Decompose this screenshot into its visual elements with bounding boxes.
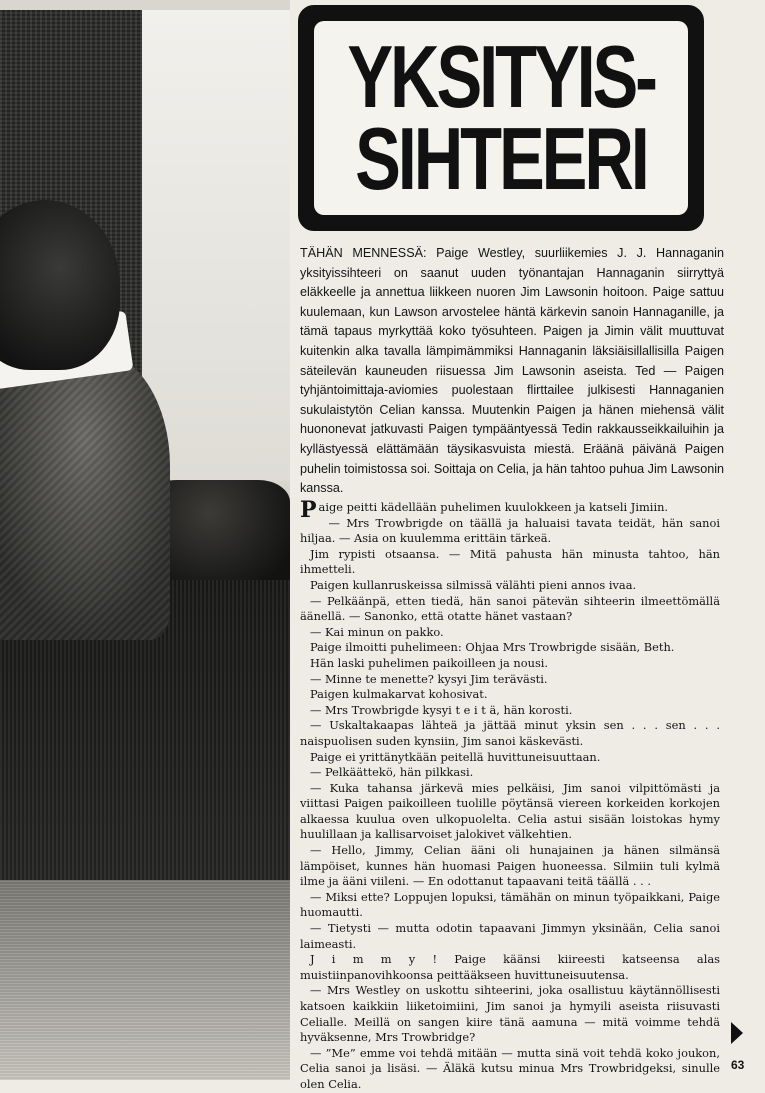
title-inner — [314, 21, 688, 215]
photo-window — [142, 10, 290, 480]
title-box — [298, 5, 704, 231]
paragraph: — Uskaltakaapas lähteä ja jättää minut yksin sen . . . sen . . . naispuolisen suden kynsiin, Jim sanoi käskevästi. — [300, 718, 720, 748]
paragraph: Hän laski puhelimen paikoilleen ja nousi. — [310, 655, 549, 670]
photo-woman-dress — [0, 350, 170, 640]
illustration-photo — [0, 0, 290, 1080]
paragraph: Paige ei yrittänytkään peitellä huvittuneisuuttaan. — [310, 749, 601, 764]
story-summary: TÄHÄN MENNESSÄ: Paige Westley, suurliikemies J. J. Hannaganin yksityissihteeri on saanut uuden työnantajan Hannaganin siirryttyä eläkkeelle ja annettua liikkeen nuoren Jim Lawsonin hoitoon. Paige sattuu kuulemaan, kun Lawson arvostelee häntä kärkevin sanoin Hannaganille, ja tämä tapaus myrkyttää koko työsuhteen. Paigen ja Jimin välit muuttuvat kuitenkin alka tavalla lämpimämmiksi Hannaganin läksiäisillallisilla Paigen säteilevän kauneuden riisuessa Jim Lawsonin aseista. Ted — Paigen tyhjäntoimittaja-aviomies puolestaan flirttailee julkisesti Hannaganien sukulaistytön Celian kanssa. Muutenkin Paigen ja hänen miehensä välit huononevat jatkuvasti Paigen tympääntyessä Tedin rakkausseikkailuihin ja kyllästyessä elättämään täysikasvuista miestä. Eräänä päivänä Paigen puhelin toimistossa soi. Soittaja on Celia, ja hän tahtoo puhua Jim Lawsonin kanssa. — [300, 246, 724, 496]
drop-cap: P — [300, 497, 317, 523]
paragraph: Paige ilmoitti puhelimeen: Ohjaa Mrs Trowbrigde sisään, Beth. — [310, 640, 675, 655]
photo-rug — [0, 880, 290, 1080]
paragraph: — Miksi ette? Loppujen lopuksi, tämähän on minun työpaikkani, Paige huomautti. — [300, 889, 720, 920]
paragraph: — Hello, Jimmy, Celian ääni oli hunajainen ja hänen silmänsä lämpöiset, kunnes hän huomasi Paigen huoneessa. Silmiin tuli kylmä ilme ja ääni viileni. — En odottanut tapaavani teitä täällä . . . — [300, 843, 720, 889]
paragraph: — ”Me” emme voi tehdä mitään — mutta sinä voit tehdä koko joukon, Celia sanoi ja lisäsi. — Äläkä kutsu minua Mrs Trowbridgeksi, sinulle olen Celia. — [300, 1045, 720, 1091]
paragraph: — Tietysti — mutta odotin tapaavani Jimmyn yksinään, Celia sanoi laimeasti. — [300, 921, 720, 951]
paragraph: Jim rypisti otsaansa. — Mitä pahusta hän minusta tahtoo, hän ihmetteli. — [300, 546, 720, 577]
paragraph: Paigen kulmakarvat kohosivat. — [310, 687, 488, 702]
paragraph: — Kai minun on pakko. — [310, 624, 444, 639]
paragraph: Paigen kullanruskeissa silmissä välähti pieni annos ivaa. — [310, 577, 637, 592]
title-line-1: YKSITYIS- — [347, 27, 655, 126]
paragraph: — Mrs Trowbrigde kysyi t e i t ä, hän korosti. — [310, 702, 573, 717]
paragraph: — Pelkäänpä, etten tiedä, hän sanoi pätevän sihteerin ilmeettömällä äänellä. — Sanonko, että otatte hänet vastaan? — [300, 593, 720, 624]
paragraph: — Minne te menette? kysyi Jim terävästi. — [310, 671, 548, 686]
paragraph: — Pelkäättekö, hän pilkkasi. — [310, 765, 474, 780]
paragraph: — Mrs Westley on uskottu sihteerini, joka osallistuu käytännöllisesti katsoen kaikkiin liiketoimiini, Jim sanoi ja hymyili aseista riisuvasti Celialle. Meillä on sangen kiire tänä aamuna — mitä voimme tehdä hyväksenne, Mrs Trowbridge? — [300, 983, 720, 1045]
paragraph: — Mrs Trowbrigde on täällä ja haluaisi tavata teidät, hän sanoi hiljaa. — Asia on kuulemma erittäin tärkeä. — [300, 515, 720, 546]
title-line-2: SIHTEERI — [355, 109, 647, 208]
paragraph: J i m m y ! Paige käänsi kiireesti katseensa alas muistiinpanovihkoonsa peittääkseen huvittuneisuutensa. — [300, 952, 720, 982]
page-number: 63 — [731, 1058, 745, 1072]
continue-triangle-right-icon — [731, 1022, 743, 1044]
paragraph: — Kuka tahansa järkevä mies pelkäisi, Jim sanoi vilpittömästi ja viittasi Paigen paikoilleen tuolille pöytänsä viereen korkeiden korkojen alkaessa kuulua oven ulkopuolelta. Celia astui sisään loistokas hymy huulillaan ja kallisarvoiset jalokivet välkehtien. — [300, 780, 720, 842]
story-body — [300, 497, 720, 1093]
paragraph: Paige peitti kädellään puhelimen kuulokkeen ja katseli Jimiin. — [300, 497, 669, 523]
